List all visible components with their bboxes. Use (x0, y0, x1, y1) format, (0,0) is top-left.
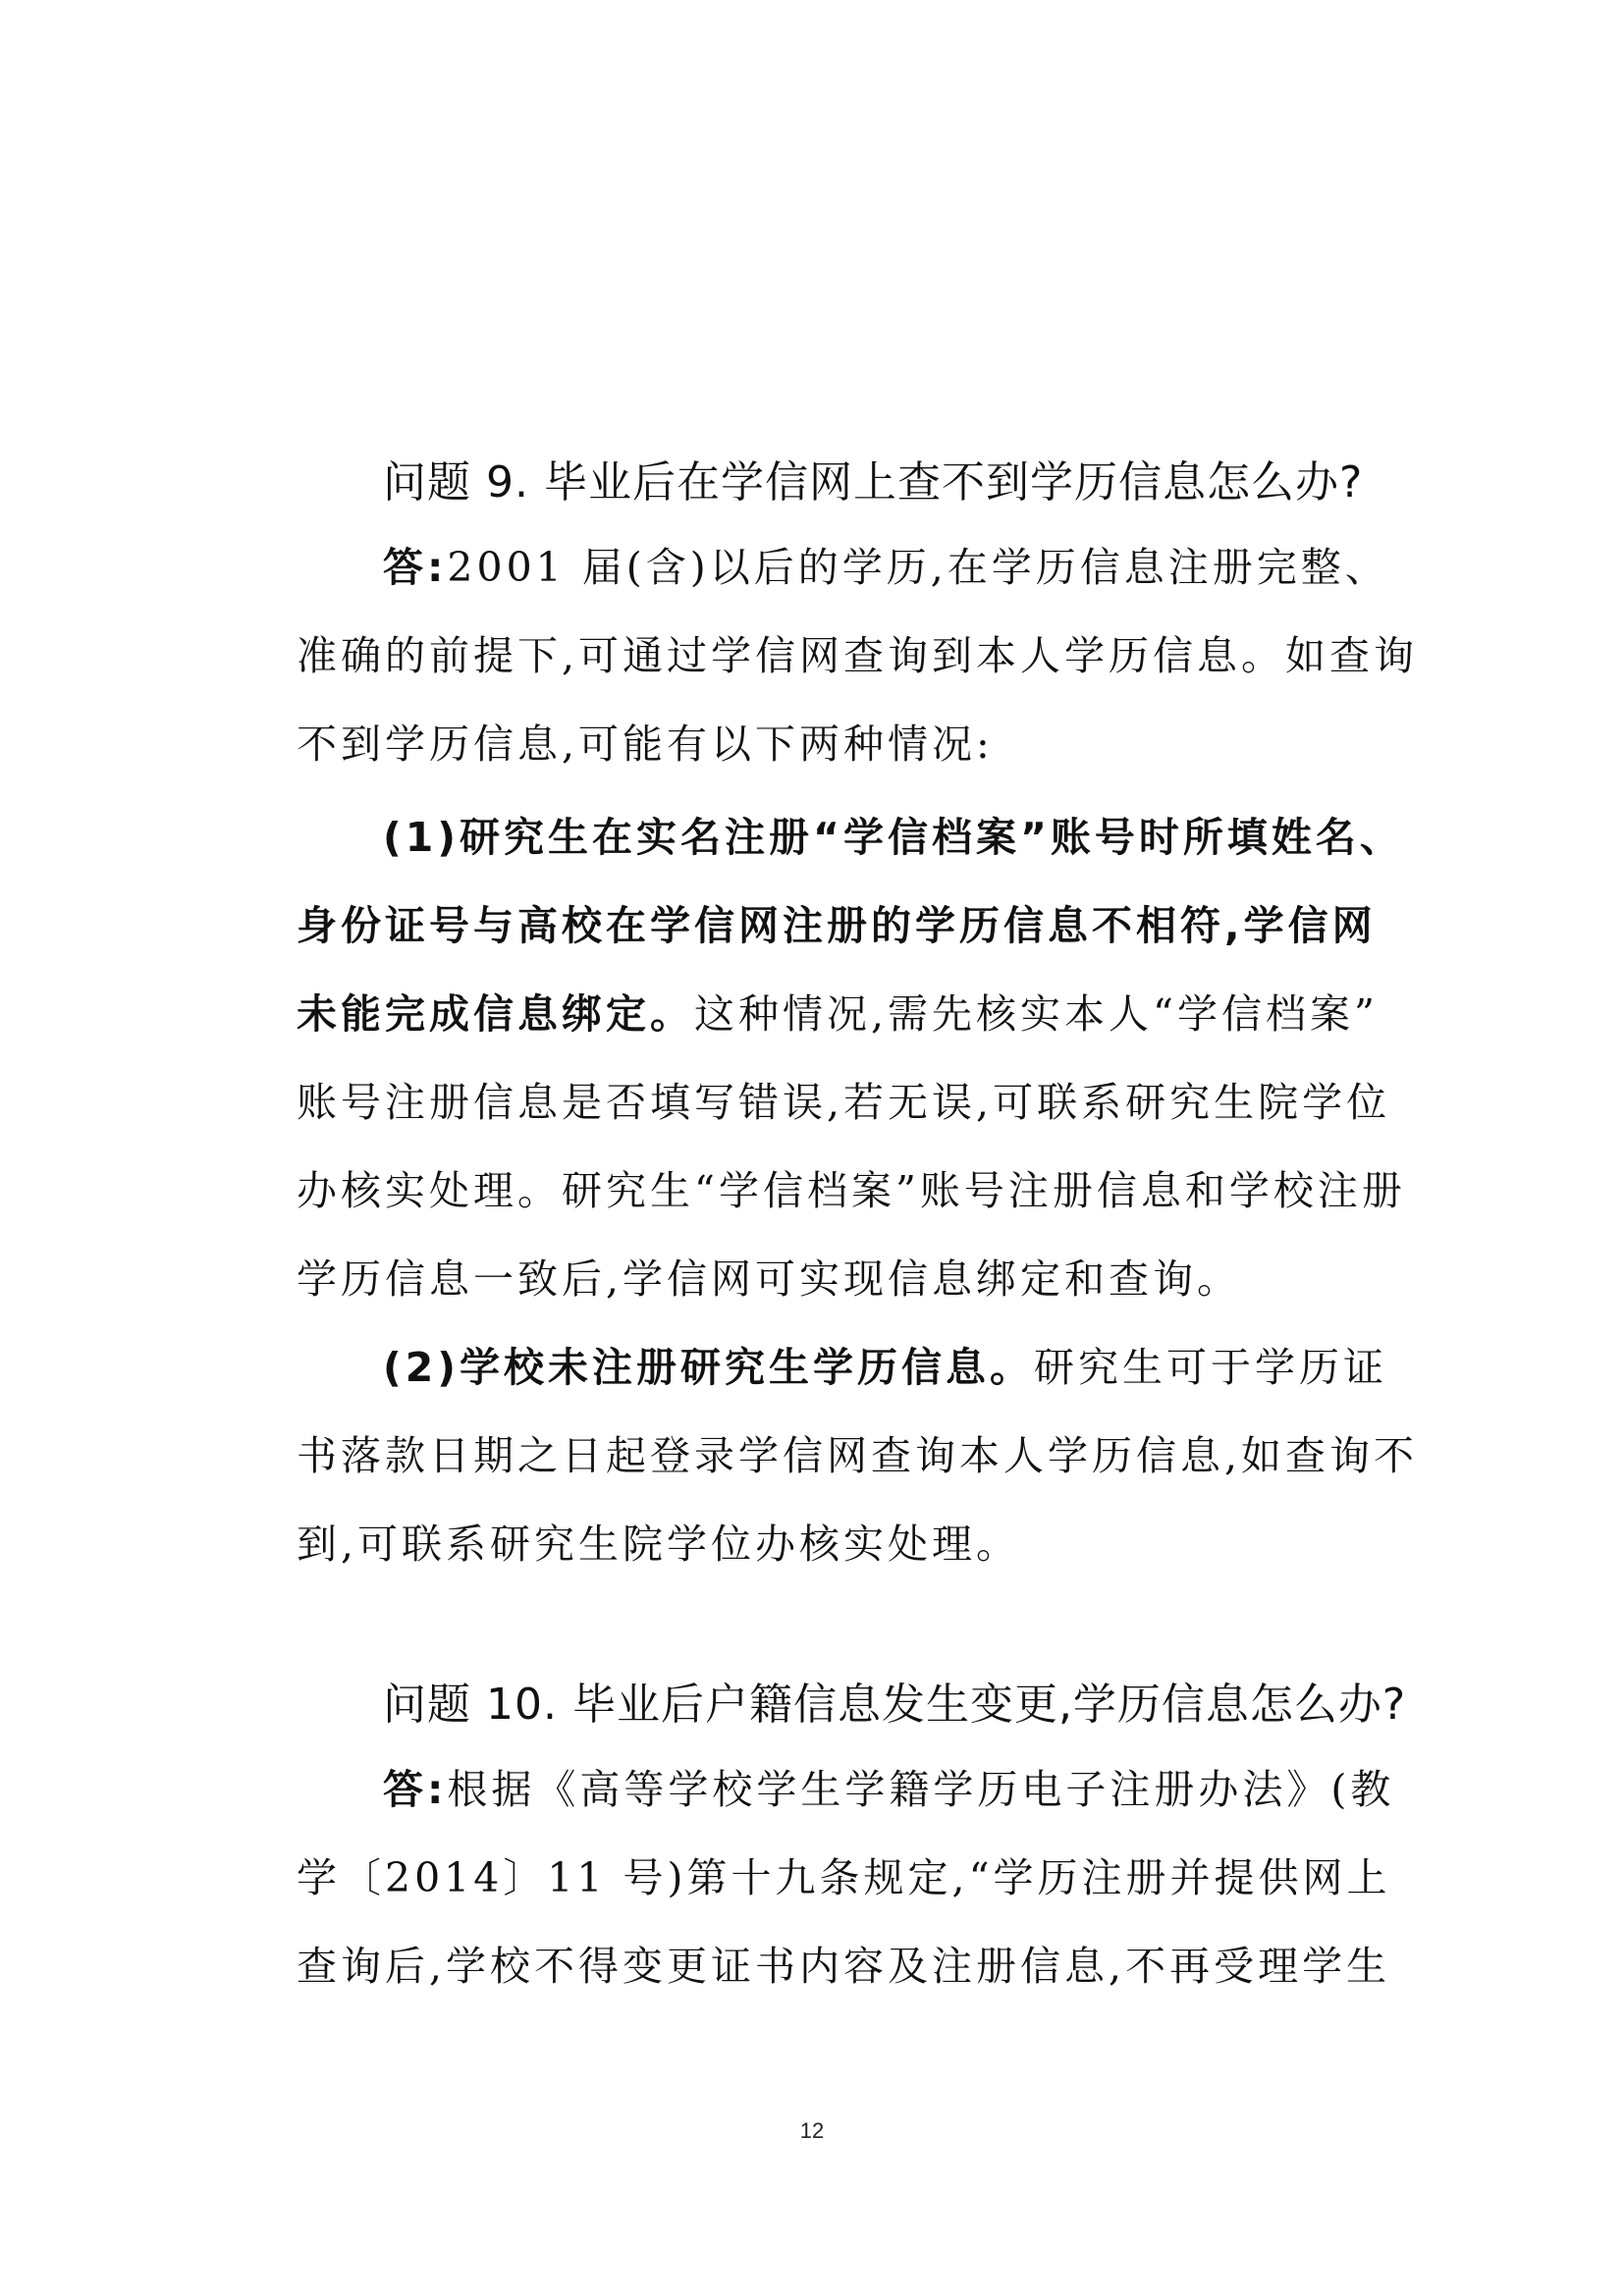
question-10-title: 问题 10. 毕业后户籍信息发生变更,学历信息怎么办? (383, 1680, 1407, 1730)
case-1-line-5: 办核实处理。研究生“学信档案”账号注册信息和学校注册 (297, 1167, 1406, 1214)
case-2-line-3: 到,可联系研究生院学位办核实处理。 (297, 1521, 1021, 1568)
question-9-answer-line-2: 准确的前提下,可通过学信网查询到本人学历信息。如查询 (297, 632, 1419, 679)
case-1-line-1: (1)研究生在实名注册“学信档案”账号时所填姓名、 (383, 814, 1404, 861)
answer-label: 答: (383, 544, 448, 591)
page-number: 12 (799, 2118, 825, 2143)
question-9-title: 问题 9. 毕业后在学信网上查不到学历信息怎么办? (383, 457, 1364, 507)
question-10-answer-line-2: 学〔2014〕11 号)第十九条规定,“学历注册并提供网上 (297, 1854, 1391, 1901)
case-1-line-3: 未能完成信息绑定。这种情况,需先核实本人“学信档案” (297, 990, 1379, 1038)
question-10-answer-line-3: 查询后,学校不得变更证书内容及注册信息,不再受理学生 (297, 1943, 1391, 1990)
question-9-answer-line-1: 答:2001 届(含)以后的学历,在学历信息注册完整、 (383, 544, 1389, 591)
case-2-line-1: (2)学校未注册研究生学历信息。研究生可于学历证 (383, 1344, 1388, 1391)
question-10-answer-line-1: 答:根据《高等学校学生学籍学历电子注册办法》(教 (383, 1766, 1395, 1813)
case-1-line-6: 学历信息一致后,学信网可实现信息绑定和查询。 (297, 1255, 1242, 1303)
case-2-line-2: 书落款日期之日起登录学信网查询本人学历信息,如查询不 (297, 1432, 1419, 1479)
case-1-line-4: 账号注册信息是否填写错误,若无误,可联系研究生院学位 (297, 1079, 1391, 1126)
question-9-answer-line-3: 不到学历信息,可能有以下两种情况: (297, 721, 994, 768)
case-1-line-2: 身份证号与高校在学信网注册的学历信息不相符,学信网 (297, 902, 1377, 949)
answer-label: 答: (383, 1766, 448, 1813)
